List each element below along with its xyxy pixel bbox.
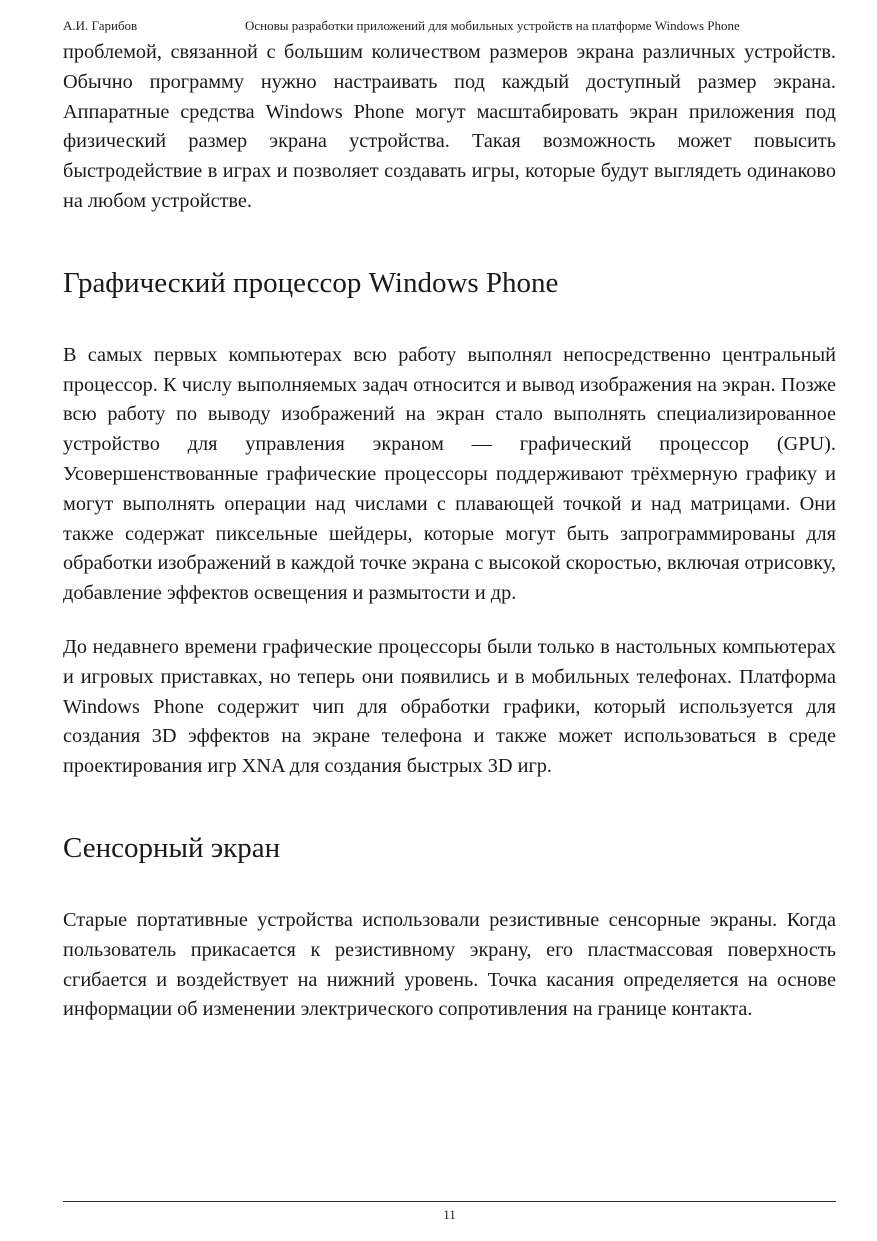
header-book-title: Основы разработки приложений для мобильных устройств на платформе Windows Phone bbox=[245, 18, 740, 33]
page-header bbox=[63, 16, 836, 36]
page-footer bbox=[63, 1201, 836, 1224]
page-content bbox=[63, 38, 836, 1025]
section-heading-touchscreen: Сенсорный экран bbox=[63, 831, 281, 864]
paragraph-gpu-history: В самых первых компьютерах всю работу выполнял непосредственно центральный процессор. К числу выполняемых задач относится и вывод изображения на экран. Позже всю работу по выводу изображений на экран стало выполнять специализированное устройство для управления экраном — графический процессор (GPU). Усовершенствованные графические процессоры поддерживают трёхмерную графику и могут выполнять операции над числами с плавающей точкой и над матрицами. Они также содержат пиксельные шейдеры, которые могут быть запрограммированы для обработки изображений в каждой точке экрана с высокой скоростью, включая отрисовку, добавление эффектов освещения и размытости и др. bbox=[63, 343, 836, 605]
header-author: А.И. Гарибов bbox=[63, 18, 138, 33]
section-heading-gpu: Графический процессор Windows Phone bbox=[63, 266, 559, 299]
paragraph-resistive-screens: Старые портативные устройства использовали резистивные сенсорные экраны. Когда пользователь прикасается к резистивному экрану, его пластмассовая поверхность сгибается и воздействует на нижний уровень. Точка касания определяется на основе информации об изменении электрического сопротивления на границе контакта. bbox=[63, 908, 836, 1021]
paragraph-screen-scaling: проблемой, связанной с большим количеством размеров экрана различных устройств. Обычно программу нужно настраивать под каждый доступный размер экрана. Аппаратные средства Windows Phone могут масштабировать экран приложения под физический размер экрана устройства. Такая возможность может повысить быстродействие в играх и позволяет создавать игры, которые будут выглядеть одинаково на любом устройстве. bbox=[63, 41, 836, 212]
page-number: 11 bbox=[443, 1207, 456, 1222]
paragraph-gpu-mobile: До недавнего времени графические процессоры были только в настольных компьютерах и игровых приставках, но теперь они появились и в мобильных телефонах. Платформа Windows Phone содержит чип для обработки графики, который используется для создания 3D эффектов на экране телефона и также может использоваться в среде проектирования игр XNA для создания быстрых 3D игр. bbox=[63, 635, 836, 778]
